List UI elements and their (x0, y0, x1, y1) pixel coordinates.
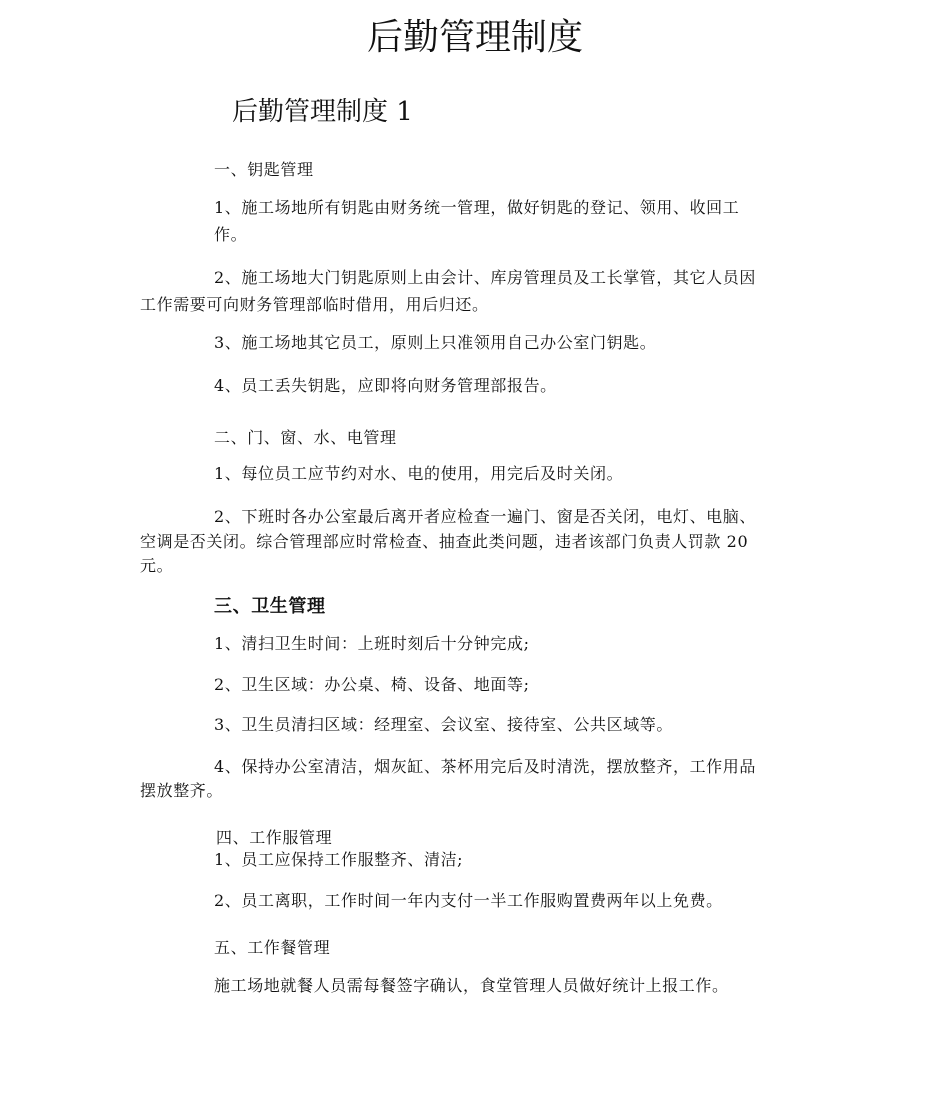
paragraph-line: 3、卫生员清扫区域：经理室、会议室、接待室、公共区域等。 (214, 715, 673, 734)
paragraph-line: 2、施工场地大门钥匙原则上由会计、库房管理员及工长掌管，其它人员因 (214, 268, 756, 287)
paragraph-line: 1、每位员工应节约对水、电的使用，用完后及时关闭。 (214, 464, 624, 483)
paragraph-line: 空调是否关闭。综合管理部应时常检查、抽查此类问题，违者该部门负责人罚款 20 (140, 532, 749, 551)
section-heading-uniform: 四、工作服管理 (216, 828, 333, 847)
section-heading-doors-windows: 二、门、窗、水、电管理 (214, 428, 397, 447)
paragraph-line: 1、施工场地所有钥匙由财务统一管理，做好钥匙的登记、领用、收回工 (214, 198, 740, 217)
paragraph-line: 2、员工离职，工作时间一年内支付一半工作服购置费两年以上免费。 (214, 891, 723, 910)
paragraph-line: 4、员工丢失钥匙，应即将向财务管理部报告。 (214, 376, 557, 395)
paragraph-line: 3、施工场地其它员工，原则上只准领用自己办公室门钥匙。 (214, 333, 657, 352)
paragraph-line: 2、下班时各办公室最后离开者应检查一遍门、窗是否关闭，电灯、电脑、 (214, 507, 756, 526)
document-subtitle: 后勤管理制度 1 (232, 97, 413, 127)
paragraph-line: 2、卫生区域：办公桌、椅、设备、地面等; (214, 675, 530, 694)
paragraph-line: 1、员工应保持工作服整齐、清洁; (214, 850, 464, 869)
paragraph-line: 4、保持办公室清洁，烟灰缸、茶杯用完后及时清洗，摆放整齐，工作用品 (214, 757, 756, 776)
paragraph-line: 作。 (214, 225, 248, 244)
section-heading-hygiene: 三、卫生管理 (214, 596, 326, 617)
paragraph-line: 元。 (140, 556, 174, 575)
paragraph-line: 1、清扫卫生时间：上班时刻后十分钟完成; (214, 634, 530, 653)
paragraph-line: 工作需要可向财务管理部临时借用，用后归还。 (140, 295, 489, 314)
section-heading-meals: 五、工作餐管理 (214, 938, 331, 957)
document-title: 后勤管理制度 (366, 17, 583, 58)
paragraph-line: 施工场地就餐人员需每餐签字确认，食堂管理人员做好统计上报工作。 (214, 976, 729, 995)
section-heading-keys: 一、钥匙管理 (214, 160, 314, 179)
paragraph-line: 摆放整齐。 (140, 781, 224, 800)
